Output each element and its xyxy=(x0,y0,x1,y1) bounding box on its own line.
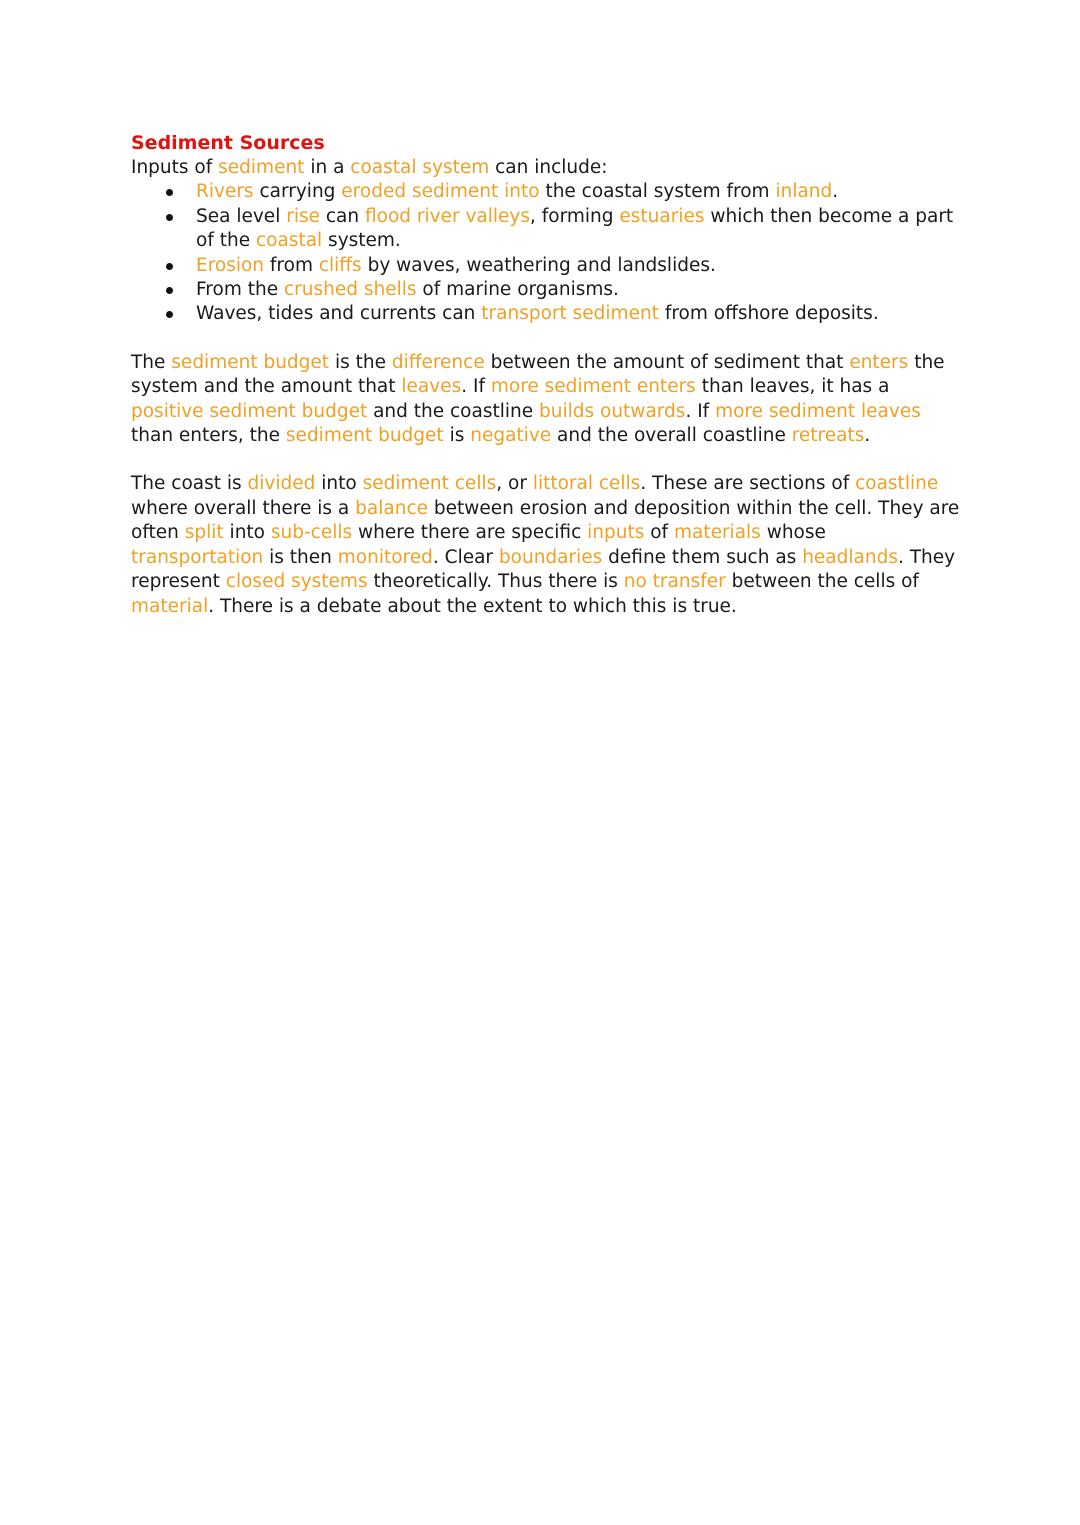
highlighted-term: headlands xyxy=(802,546,898,568)
text-run: Sea level xyxy=(196,205,287,227)
highlighted-term: positive sediment budget xyxy=(131,400,368,422)
highlighted-term: split xyxy=(184,522,224,544)
text-run: Waves, tides and currents can xyxy=(196,303,482,325)
text-run: whose xyxy=(760,522,826,544)
list-item xyxy=(196,254,961,278)
text-run: . xyxy=(864,425,871,447)
text-run: and the overall coastline xyxy=(551,425,792,447)
text-run: between erosion and deposition within the cell. They are often xyxy=(131,497,960,544)
text-run: where there are specific xyxy=(352,522,588,544)
highlighted-term: flood river valleys xyxy=(365,205,531,227)
highlighted-term: Rivers xyxy=(196,181,254,203)
highlighted-term: builds outwards xyxy=(539,400,686,422)
text-run: is then xyxy=(263,546,338,568)
highlighted-term: inputs xyxy=(587,522,645,544)
highlighted-term: difference xyxy=(391,351,485,373)
highlighted-term: more sediment enters xyxy=(490,376,696,398)
list-item xyxy=(196,205,961,254)
text-run: . If xyxy=(461,376,491,398)
text-run: from xyxy=(264,254,319,276)
highlighted-term: no transfer xyxy=(623,571,726,593)
text-run: define them such as xyxy=(602,546,803,568)
highlighted-term: estuaries xyxy=(619,205,705,227)
text-run: and the coastline xyxy=(367,400,539,422)
highlighted-term: Erosion xyxy=(196,254,265,276)
highlighted-term: materials xyxy=(673,522,761,544)
text-run: can xyxy=(320,205,365,227)
list-item xyxy=(196,278,961,302)
highlighted-term: divided xyxy=(247,473,316,495)
text-run: From the xyxy=(196,279,284,301)
text-run: theoretically. Thus there is xyxy=(367,571,624,593)
text-run: is the xyxy=(329,351,392,373)
list-item xyxy=(196,302,961,326)
sediment-budget-paragraph xyxy=(131,351,961,449)
text-run: in a xyxy=(304,157,351,178)
text-run: the system and the amount that xyxy=(131,351,945,398)
highlighted-term: transportation xyxy=(131,546,264,568)
list-item-text xyxy=(196,303,879,324)
bullet-icon xyxy=(166,311,173,318)
highlighted-term: inland xyxy=(775,181,833,203)
text-run: system. xyxy=(322,230,401,252)
highlighted-term: leaves xyxy=(401,376,462,398)
highlighted-term: coastal system xyxy=(350,157,490,178)
list-item-text xyxy=(196,279,619,300)
highlighted-term: material xyxy=(131,595,209,617)
bullet-icon xyxy=(166,263,173,270)
highlighted-term: retreats xyxy=(791,425,865,447)
text-run: . There is a debate about the extent to which this is true. xyxy=(208,595,737,617)
highlighted-term: enters xyxy=(849,351,909,373)
text-run: The xyxy=(131,351,172,373)
text-run: is xyxy=(443,425,471,447)
sediment-cells-paragraph xyxy=(131,472,961,618)
highlighted-term: rise xyxy=(286,205,320,227)
bullet-icon xyxy=(166,189,173,196)
highlighted-term: coastal xyxy=(255,230,323,252)
text-run: into xyxy=(315,473,363,495)
bullet-icon xyxy=(166,214,173,221)
text-run: . These are sections of xyxy=(640,473,856,495)
text-run: of xyxy=(644,522,674,544)
highlighted-term: sediment budget xyxy=(285,425,444,447)
text-run: . They represent xyxy=(131,546,956,593)
text-run: . Clear xyxy=(432,546,499,568)
highlighted-term: boundaries xyxy=(498,546,603,568)
text-run: where overall there is a xyxy=(131,497,356,519)
highlighted-term: more sediment leaves xyxy=(715,400,921,422)
text-run: from offshore deposits. xyxy=(658,303,879,325)
document-page xyxy=(131,130,961,619)
text-run: , or xyxy=(496,473,533,495)
text-run: . If xyxy=(685,400,716,422)
text-run: by waves, weathering and landslides. xyxy=(361,254,716,276)
highlighted-term: sub-cells xyxy=(270,522,353,544)
highlighted-term: negative xyxy=(470,425,552,447)
text-run: which then become a part of the xyxy=(196,205,954,252)
highlighted-term: sediment cells xyxy=(362,473,497,495)
text-run: , forming xyxy=(530,205,620,227)
text-run: Inputs of xyxy=(131,157,219,178)
intro-line xyxy=(131,156,961,180)
bullet-icon xyxy=(166,287,173,294)
text-run: of marine organisms. xyxy=(416,279,619,301)
highlighted-term: closed systems xyxy=(225,571,368,593)
highlighted-term: transport sediment xyxy=(481,303,659,325)
highlighted-term: sediment budget xyxy=(171,351,330,373)
list-item-text xyxy=(196,206,953,251)
text-run: than enters, the xyxy=(131,425,286,447)
text-run: carrying xyxy=(253,181,342,203)
highlighted-term: littoral cells xyxy=(532,473,641,495)
section-heading: Sediment Sources xyxy=(131,132,325,154)
list-item xyxy=(196,180,961,204)
text-run: can include: xyxy=(489,157,608,178)
list-item-text xyxy=(196,181,838,202)
highlighted-term: balance xyxy=(355,497,428,519)
text-run: between the cells of xyxy=(725,571,919,593)
highlighted-term: crushed shells xyxy=(283,279,417,301)
highlighted-term: sediment xyxy=(218,157,305,178)
highlighted-term: eroded sediment into xyxy=(341,181,540,203)
highlighted-term: cliffs xyxy=(318,254,362,276)
text-run: between the amount of sediment that xyxy=(484,351,850,373)
text-run: than leaves, it has a xyxy=(695,376,890,398)
text-run: the coastal system from xyxy=(539,181,776,203)
text-run: into xyxy=(223,522,271,544)
sediment-input-list xyxy=(131,180,961,326)
highlighted-term: monitored xyxy=(337,546,433,568)
list-item-text xyxy=(196,255,716,276)
text-run: . xyxy=(832,181,839,203)
text-run: The coast is xyxy=(131,473,248,495)
highlighted-term: coastline xyxy=(855,473,939,495)
